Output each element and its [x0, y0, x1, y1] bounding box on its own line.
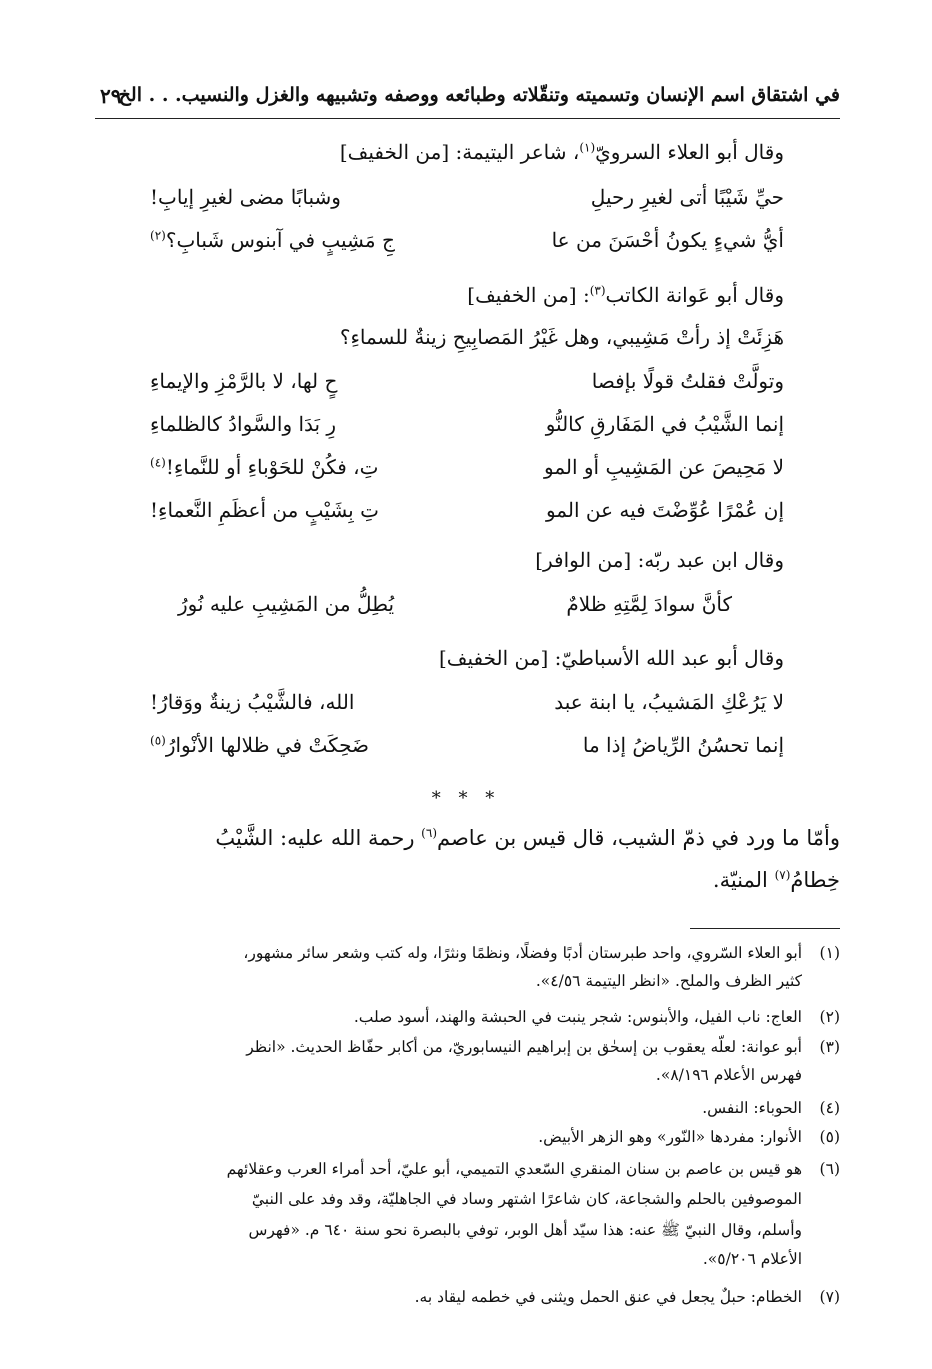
prose-line	[713, 868, 840, 892]
verse-second-hemistich-text: جِ مَشِيبٍ في آبنوس شَبابِ؟	[165, 228, 395, 252]
footnote-number: (٥)	[819, 1128, 840, 1146]
verse-second-hemistich	[150, 228, 395, 252]
footnote-marker: (٥)	[150, 733, 166, 748]
page-number: ٢٩	[100, 84, 122, 108]
poem-intro: وقال أبو عبد الله الأسباطيّ: [من الخفيف]	[438, 646, 784, 670]
verse-second-hemistich: رِ بَدَا والسَّوادُ كالظلماءِ	[150, 412, 337, 436]
verse-second-hemistich-text: ضَحِكَتْ في ظلالها الأنْوارُ	[165, 733, 370, 757]
prose-text: رحمة الله عليه: الشَّيْبُ	[215, 826, 422, 850]
verse-first-hemistich: إنما تحسُنُ الرِّياضُ إذا ما	[582, 733, 784, 757]
verse-second-hemistich: تِ بِشَيْبٍ من أعظَمِ النَّعماءِ!	[150, 498, 379, 522]
footnote-text: وأسلم، وقال النبيّ ﷺ عنه: هذا سيّد أهل الوبر، توفي بالبصرة نحو سنة ٦٤٠ م. «فهرس	[248, 1221, 802, 1239]
verse-second-hemistich: يُطِلُّ من المَشِيبِ عليه نُورُ	[178, 592, 395, 616]
verse-second-hemistich: حٍ لها، لا بالرَّمْزِ والإيماءِ	[150, 369, 338, 393]
poem-intro-meter: : [من الخفيف]	[467, 283, 590, 307]
prose-text: المنيّة.	[712, 868, 775, 892]
footnote-text: كثير الظرف والملح. «انظر اليتيمة ٤/٥٦».	[535, 972, 802, 990]
verse-first-hemistich: كأنَّ سوادَ لِمَّتِهِ ظلامٌ	[566, 592, 732, 616]
poem-intro-text: وقال أبو العلاء السرويّ	[595, 140, 784, 164]
footnote-number: (٤)	[819, 1099, 840, 1117]
verse-first-hemistich: إن عُمْرًا عُوِّضْتَ فيه عن المو	[545, 498, 784, 522]
prose-text: وأمّا ما ورد في ذمّ الشيب، قال قيس بن عاصم	[437, 826, 840, 850]
footnote-number: (١)	[819, 944, 840, 962]
verse-second-hemistich	[150, 185, 442, 209]
footnote-text: الموصوفين بالحلم والشجاعة، كان شاعرًا اشتهر وساد في الجاهليّة، وقد وفد على النبيّ	[251, 1190, 802, 1208]
footnote-text: أبو عوانة: لعلّه يعقوب بن إسحٰق بن إبراهيم النيسابوريّ، من أكابر حفّاظ الحديث. «انظر	[246, 1038, 802, 1056]
prose-text: خِطامُ	[790, 868, 840, 892]
poem-intro-meter: ، شاعر اليتيمة: [من الخفيف]	[339, 140, 580, 164]
footnote-marker: (٢)	[150, 228, 166, 243]
running-header	[95, 82, 840, 119]
poem-intro	[467, 283, 784, 307]
verse-second-hemistich	[150, 733, 369, 757]
footnote-number: (٦)	[819, 1160, 840, 1178]
verse-first-hemistich: حيِّ شَيْبًا أتى لغيرِ رحيلِ	[590, 185, 784, 209]
section-divider: * * *	[431, 788, 501, 809]
footnote-number: (٧)	[819, 1288, 840, 1306]
verse-second-hemistich-text: وشبابًا مضى لغيرِ إيابِ!	[150, 185, 341, 209]
footnote-marker: (٦)	[421, 826, 437, 840]
footnote-text: الأنوار: مفردها «النّور» وهو الزهر الأبيض.	[538, 1128, 802, 1146]
poem-intro-text: وقال أبو عَوانة الكاتب	[605, 283, 784, 307]
verse-full-line: هَزِئَتْ إذ رأتْ مَشِيبي، وهل غَيْرُ المَصابِيحِ زينةٌ للسماءِ؟	[339, 325, 784, 349]
verse-first-hemistich: إنما الشَّيْبُ في المَفَارقِ كالنُّو	[545, 412, 784, 436]
verse-first-hemistich: لا مَحِيصَ عن المَشِيبِ أو المو	[544, 455, 784, 479]
poem-intro	[340, 140, 784, 164]
verse-second-hemistich: الله، فالشَّيْبُ زينةٌ ووَقارُ!	[150, 690, 355, 714]
verse-second-hemistich-text: تِ، فكُنْ للحَوْباءِ أو للنَّماءِ!	[165, 455, 379, 479]
footnote-separator	[690, 928, 840, 929]
footnote-marker: (٧)	[774, 868, 791, 882]
verse-first-hemistich: أيُّ شيءٍ يكونُ أحْسَنَ من عا	[551, 228, 784, 252]
footnote-text: الحوباء: النفس.	[702, 1099, 802, 1117]
footnote-marker: (٣)	[589, 283, 606, 298]
prose-line	[215, 826, 840, 850]
footnote-marker: (٤)	[150, 455, 166, 470]
footnote-text: أبو العلاء السّروي، واحد طبرستان أدبًا وفضلًا، ونظمًا ونثرًا، وله كتب وشعر سائر مشهور،	[243, 944, 802, 962]
footnote-text: العاج: ناب الفيل، والأبنوس: شجر ينبت في الحبشة والهند، أسود صلب.	[353, 1008, 802, 1026]
footnote-text: الأعلام ٥/٢٠٦».	[702, 1250, 802, 1268]
poem-intro: وقال ابن عبد ربّه: [من الوافر]	[535, 548, 784, 572]
footnote-text: فهرس الأعلام ٨/١٩٦».	[655, 1066, 802, 1084]
verse-first-hemistich: لا يَرُعْكِ المَشيبُ، يا ابنة عبد	[554, 690, 784, 714]
footnote-number: (٢)	[819, 1008, 840, 1026]
running-header-title: في اشتقاق اسم الإنسان وتسميته وتنقّلاته وطبائعه ووصفه وتشبيهه والغزل والنسيب. . . الخ	[118, 84, 840, 106]
verse-first-hemistich: وتولَّتْ فقلتُ قولًا بإفصا	[591, 369, 784, 393]
footnote-marker: (١)	[579, 140, 596, 155]
verse-second-hemistich	[150, 455, 378, 479]
footnote-text: الخطام: حبلٌ يجعل في عنق الحمل ويثنى في خطمه ليقاد به.	[414, 1288, 802, 1306]
footnote-text: هو قيس بن عاصم بن سنان المنقري السّعدي التميمي، أبو عليّ، أحد أمراء العرب وعقلائهم	[226, 1160, 802, 1178]
footnote-number: (٣)	[819, 1038, 840, 1056]
